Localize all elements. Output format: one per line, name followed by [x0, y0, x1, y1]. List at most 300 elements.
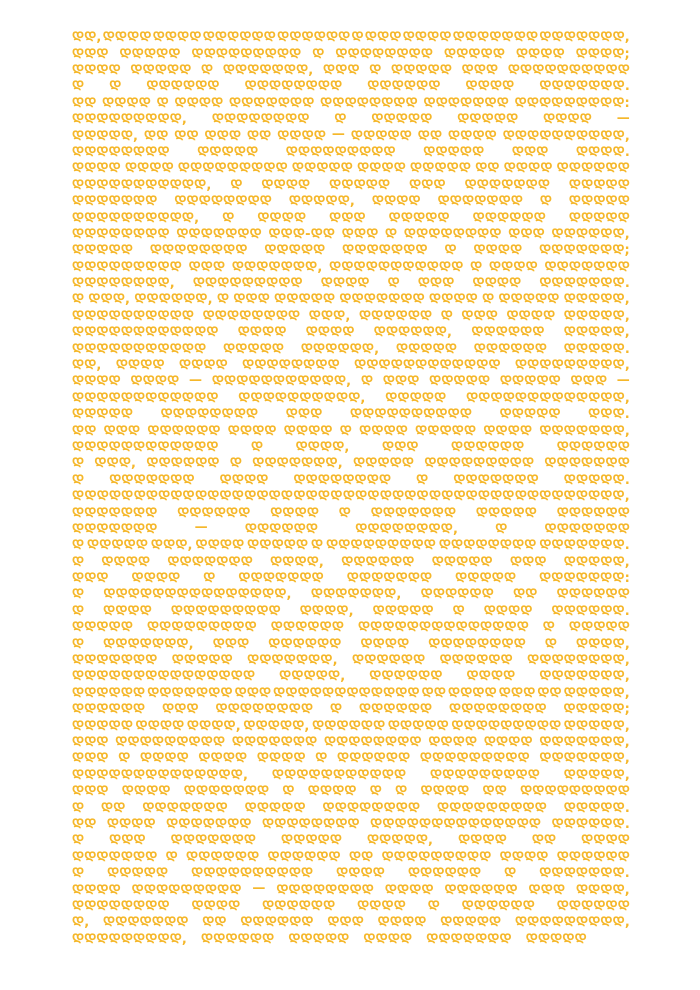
word: ᲓᲓᲓᲓᲓᲓᲓᲓᲓ [115, 735, 226, 750]
word: ᲓᲓᲓᲓᲓᲓᲓᲓᲓᲓᲓᲓ [72, 390, 219, 406]
word: ᲓᲓ [513, 587, 538, 603]
word: ᲓᲓᲓᲓᲓᲓ [240, 915, 314, 931]
word: ᲓᲓᲓᲓᲓᲓᲓᲓᲓ [430, 767, 540, 783]
word: ᲓᲓᲓᲓ, [270, 554, 325, 570]
word: ᲓᲓᲓᲓᲓᲓᲓ [72, 521, 158, 537]
word: ᲓᲓᲓ [72, 46, 109, 62]
word: ᲓᲓᲓ [72, 735, 109, 750]
word: ᲓᲓᲓᲓ [237, 325, 287, 341]
word: ᲓᲓᲓᲓᲓ; [563, 702, 630, 718]
word: ᲓᲓᲓᲓᲓᲓᲓ [544, 259, 630, 275]
word: ᲓᲓᲓᲓᲓᲓᲓ [72, 653, 158, 669]
word: ᲓᲓᲓᲓᲓᲓ [72, 685, 146, 701]
text-line [72, 782, 630, 798]
word: ᲓᲓᲓᲓ [283, 423, 333, 439]
word: ᲓᲓᲓᲓ, [186, 718, 241, 734]
word: ᲓᲓᲓᲓᲓᲓᲓ [544, 456, 630, 472]
word: ᲓᲓᲓᲓ [277, 128, 327, 144]
word: — [616, 110, 630, 126]
word: ᲓᲓᲓᲓ [195, 538, 245, 554]
word: ᲓᲓᲓ [212, 636, 250, 652]
word: Დ [72, 800, 85, 816]
word: ᲓᲓᲓᲓᲓ, [279, 669, 346, 685]
word: ᲓᲓᲓᲓᲓᲓ [262, 898, 336, 914]
word: ᲓᲓᲓᲓᲓᲓ, [551, 226, 630, 242]
word: ᲓᲓᲓᲓᲓᲓᲓᲓᲓᲓᲓᲓ [273, 685, 420, 701]
text-line [72, 487, 630, 503]
word: ᲓᲓ, [72, 358, 102, 374]
word: ᲓᲓᲓᲓᲓᲓᲓᲓ [262, 816, 360, 832]
word: ᲓᲓᲓᲓᲓᲓᲓ [370, 505, 457, 521]
word: ᲓᲓᲓᲓᲓᲓᲓᲓᲓᲓ, [72, 210, 200, 226]
word: — [252, 881, 266, 896]
word: ᲓᲓᲓᲓᲓᲓᲓ [72, 194, 158, 210]
text-line [72, 602, 630, 618]
word: ᲓᲓᲓᲓ [483, 423, 533, 439]
word: ᲓᲓᲓ, [308, 308, 351, 324]
word: ᲓᲓᲓᲓᲓᲓᲓᲓᲓᲓᲓ [271, 767, 407, 783]
word: ᲓᲓᲓ, [88, 292, 131, 308]
word: ᲓᲓᲓᲓᲓᲓ [267, 849, 341, 865]
word: ᲓᲓᲓᲓᲓ, [563, 718, 630, 734]
word: ᲓᲓᲓᲓ [244, 489, 294, 505]
word: ᲓᲓᲓᲓ [320, 276, 370, 292]
word: ᲓᲓᲓᲓᲓᲓᲓ [544, 521, 630, 537]
word: ᲓᲓᲓᲓᲓᲓ [277, 30, 351, 46]
word: ᲓᲓᲓ [409, 177, 446, 193]
word: ᲓᲓᲓᲓᲓᲓᲓᲓ [242, 358, 340, 374]
word: ᲓᲓᲓᲓᲓᲓᲓᲓ [72, 898, 170, 914]
word: ᲓᲓᲓᲓ [506, 308, 556, 324]
word: ᲓᲓᲓᲓᲓᲓᲓᲓᲓᲓ [349, 407, 473, 423]
word: ᲓᲓᲓᲓᲓᲓ [341, 554, 415, 570]
word: ᲓᲓ [202, 915, 227, 931]
word: ᲓᲓᲓᲓᲓ [72, 243, 134, 259]
word: ᲓᲓᲓᲓᲓᲓ [461, 898, 535, 914]
word: ᲓᲓᲓᲓᲓᲓᲓᲓ [293, 472, 392, 488]
text-line [72, 536, 630, 552]
word: ᲓᲓᲓᲓᲓᲓᲓᲓ [322, 800, 421, 816]
word: ᲓᲓᲓ [461, 62, 499, 78]
word: ᲓᲓᲓᲓ [499, 849, 549, 865]
word: ᲓᲓᲓᲓᲓᲓᲓ [176, 226, 262, 242]
text-line [72, 700, 630, 716]
word: ᲓᲓᲓᲓᲓᲓᲓ, [310, 587, 402, 603]
text-line [72, 716, 630, 732]
word: ᲓᲓᲓᲓ [178, 358, 228, 374]
word: ᲓᲓᲓ [508, 226, 545, 242]
word: ᲓᲓᲓᲓ [488, 259, 538, 275]
word: ᲓᲓᲓᲓ [261, 177, 311, 193]
word: Დ [369, 62, 382, 78]
word: ᲓᲓ [417, 128, 443, 144]
word: ᲓᲓᲓᲓ [429, 292, 478, 308]
word: ᲓᲓᲓᲓᲓ [329, 177, 391, 193]
word: ᲓᲓᲓᲓᲓ, [366, 833, 434, 849]
word: ᲓᲓᲓᲓ [121, 784, 171, 800]
word: ᲓᲓᲓᲓᲓᲓᲓᲓᲓ, [514, 915, 630, 931]
word: ᲓᲓᲓᲓᲓ [568, 210, 630, 226]
word: Დ [452, 603, 465, 619]
word: ᲓᲓᲓᲓ [72, 882, 121, 898]
word: ᲓᲓᲓᲓ [357, 898, 406, 914]
word: ᲓᲓᲓᲓᲓ [387, 718, 449, 734]
word: ᲓᲓᲓᲓᲓᲓᲓ [453, 472, 539, 488]
word: ᲓᲓᲓᲓᲓᲓᲓᲓ [160, 407, 259, 423]
word: ᲓᲓᲓᲓᲓᲓᲓ. [539, 866, 630, 882]
word: ᲓᲓᲓᲓᲓ, [563, 292, 630, 308]
word: Დ [495, 521, 508, 537]
word: ᲓᲓᲓᲓᲓᲓᲓᲓᲓᲓ [72, 308, 195, 324]
word: ᲓᲓᲓᲓᲓᲓᲓᲓᲓ [326, 538, 436, 554]
body-text [72, 28, 630, 946]
text-line [72, 274, 630, 290]
word: ᲓᲓ [246, 128, 272, 144]
word: ᲓᲓᲓ [528, 882, 566, 898]
word: ᲓᲓᲓᲓ [503, 161, 553, 177]
word: ᲓᲓᲓᲓᲓᲓ [556, 161, 630, 177]
word: ᲓᲓᲓᲓᲓᲓᲓ [229, 95, 315, 111]
word: ᲓᲓᲓᲓ [515, 46, 565, 62]
word: Დ [109, 79, 122, 95]
word: ᲓᲓᲓᲓᲓ, [288, 194, 356, 210]
word: Დ [387, 276, 400, 292]
text-line [72, 815, 630, 831]
word: ᲓᲓᲓᲓᲓ [388, 210, 450, 226]
word: ᲓᲓᲓᲓᲓᲓᲓ [339, 292, 425, 308]
word: ᲓᲓᲓᲓᲓᲓᲓᲓ, [72, 276, 175, 292]
word: ᲓᲓᲓᲓᲓ [72, 407, 134, 423]
word: ᲓᲓᲓᲓᲓᲓᲓᲓᲓ [170, 603, 281, 619]
word: Დ [222, 210, 235, 226]
text-line [72, 421, 630, 437]
word: ᲓᲓᲓᲓ [377, 915, 427, 931]
word: ᲓᲓᲓᲓᲓ, [563, 308, 630, 324]
word: ᲓᲓᲓᲓᲓ, [72, 128, 139, 144]
word: ᲓᲓᲓᲓᲓᲓᲓᲓ [211, 112, 310, 128]
text-line [72, 733, 630, 749]
text-line [72, 389, 630, 405]
word: Დ [72, 603, 85, 619]
word: ᲓᲓᲓᲓᲓᲓ [186, 849, 260, 865]
text-line [72, 159, 630, 175]
word: ᲓᲓᲓᲓᲓᲓᲓᲓ [335, 46, 434, 62]
text-line [72, 798, 630, 814]
word: ᲓᲓᲓᲓᲓᲓᲓ, [539, 751, 630, 767]
word: ᲓᲓᲓᲓᲓᲓ [472, 210, 546, 226]
word: ᲓᲓᲓᲓᲓᲓᲓ. [539, 538, 630, 554]
word: ᲓᲓᲓᲓᲓᲓᲓ [238, 571, 324, 587]
word: ᲓᲓᲓᲓᲓᲓᲓ [426, 931, 512, 947]
word: ᲓᲓᲓ [204, 128, 242, 144]
word: ᲓᲓᲓᲓᲓᲓ [202, 30, 276, 46]
word: ᲓᲓᲓᲓᲓᲓᲓ [72, 849, 158, 865]
word: ᲓᲓᲓᲓᲓᲓ [146, 79, 220, 95]
text-line [72, 28, 630, 44]
word: ᲓᲓᲓᲓ [360, 636, 410, 652]
word: Დ [360, 374, 374, 390]
word: ᲓᲓᲓᲓᲓᲓ [439, 653, 513, 669]
word: ᲓᲓᲓᲓ [359, 423, 408, 439]
word: ᲓᲓᲓᲓᲓᲓᲓᲓᲓ [437, 800, 547, 816]
text-line [72, 225, 630, 241]
word: ᲓᲓᲓᲓ [428, 735, 478, 750]
word: ᲓᲓ [101, 800, 126, 816]
word: ᲓᲓᲓᲓ [483, 603, 533, 619]
word: ᲓᲓᲓᲓ [102, 95, 151, 111]
word: ᲓᲓᲓᲓᲓ, [563, 767, 630, 783]
word: ᲓᲓᲓᲓᲓᲓᲓ, [539, 735, 630, 750]
word: ᲓᲓᲓᲓᲓᲓ [367, 79, 441, 95]
word: ᲓᲓᲓ [329, 210, 366, 226]
word: ᲓᲓᲓᲓᲓ [444, 46, 506, 62]
word: ᲓᲓᲓᲓ [195, 489, 244, 505]
word: ᲓᲓᲓᲓᲓᲓᲓᲓ [323, 735, 422, 750]
word: ᲓᲓᲓ [511, 144, 549, 160]
word: Დ [72, 489, 85, 505]
word: ᲓᲓᲓ [341, 226, 379, 242]
word: ᲓᲓ [72, 95, 97, 111]
word: ᲓᲓᲓᲓᲓᲓᲓᲓᲓᲓᲓ [329, 259, 464, 275]
word: ᲓᲓᲓᲓᲓᲓ [556, 898, 630, 914]
word: ᲓᲓᲓᲓᲓᲓᲓ [429, 489, 515, 505]
word: Დ [165, 849, 178, 865]
word: ᲓᲓᲓᲓᲓ. [563, 472, 630, 488]
word: ᲓᲓ [482, 784, 507, 800]
word: ᲓᲓ [144, 128, 169, 144]
word: ᲓᲓᲓᲓᲓᲓᲓ [147, 685, 233, 701]
word: ᲓᲓᲓ [509, 554, 547, 570]
word: ᲓᲓᲓᲓᲓ [499, 407, 561, 423]
word: Დ [482, 292, 495, 308]
text-line [72, 176, 630, 192]
word: ᲓᲓᲓᲓᲓᲓᲓ, [252, 456, 343, 472]
word: ᲓᲓᲓᲓ [130, 374, 180, 390]
word: ᲓᲓ [72, 423, 97, 439]
word: ᲓᲓᲓᲓᲓ [264, 243, 326, 259]
word: ᲓᲓᲓᲓ [472, 276, 522, 292]
word: ᲓᲓᲓᲓᲓ. [563, 800, 630, 816]
word: ᲓᲓᲓᲓᲓ [372, 603, 434, 619]
word: ᲓᲓᲓᲓᲓᲓᲓ [170, 833, 257, 849]
text-line [72, 208, 630, 224]
word: Დ, [72, 915, 90, 931]
text-line [72, 684, 630, 700]
word: ᲓᲓ [72, 816, 97, 832]
word: ᲓᲓᲓᲓᲓᲓ [444, 882, 518, 898]
word: ᲓᲓᲓ, [94, 456, 137, 472]
text-line [72, 339, 630, 355]
word: ᲓᲓᲓᲓᲓᲓᲓ [183, 784, 270, 800]
word: ᲓᲓᲓ [323, 62, 360, 78]
word: Დ [250, 439, 264, 455]
word: ᲓᲓᲓᲓ [307, 784, 357, 800]
word: ᲓᲓᲓᲓᲓᲓ [270, 620, 345, 636]
text-line [72, 44, 630, 60]
word: ᲓᲓᲓᲓᲓᲓ [556, 505, 630, 521]
word: ᲓᲓᲓᲓᲓᲓ [72, 702, 146, 718]
word: ᲓᲓᲓᲓᲓ [410, 161, 472, 177]
word: ᲓᲓᲓᲓᲓ [525, 931, 587, 947]
word: ᲓᲓᲓᲓᲓᲓᲓᲓᲓ, [514, 358, 630, 374]
word: Დ [369, 784, 382, 800]
word: ᲓᲓᲓᲓᲓᲓᲓᲓᲓ [381, 849, 492, 865]
word: ᲓᲓᲓᲓᲓᲓᲓᲓᲓ [131, 882, 242, 898]
word: ᲓᲓᲓ-ᲓᲓ [268, 226, 336, 242]
word: ᲓᲓᲓᲓᲓ [371, 112, 433, 128]
text-line [72, 192, 630, 208]
word: ᲓᲓᲓᲓᲓᲓᲓᲓ [149, 243, 248, 259]
word: Დ [72, 292, 85, 308]
word: ᲓᲓᲓᲓᲓ [87, 538, 149, 554]
word: ᲓᲓᲓᲓ [384, 882, 434, 898]
word: ᲓᲓᲓᲓᲓᲓᲓᲓᲓ [451, 718, 562, 734]
word: ᲓᲓᲓᲓᲓᲓᲓ [464, 177, 551, 193]
word: ᲓᲓᲓ [72, 571, 109, 587]
word: Დ [470, 259, 483, 275]
text-line [72, 749, 630, 765]
word: ᲓᲓᲓᲓᲓᲓ [244, 521, 319, 537]
word: ᲓᲓᲓᲓ [379, 489, 429, 505]
word: ᲓᲓᲓᲓᲓᲓ [312, 718, 386, 734]
word: Დ [312, 46, 325, 62]
word: ᲓᲓᲓᲓᲓ [429, 374, 491, 390]
word: ᲓᲓᲓᲓ [103, 603, 152, 619]
word: ᲓᲓ [475, 161, 500, 177]
word: ᲓᲓᲓᲓᲓᲓ [358, 308, 433, 324]
word: Დ [230, 177, 243, 193]
word: ᲓᲓᲓᲓᲓᲓ [177, 505, 251, 521]
word: Დ [539, 194, 553, 210]
word: ᲓᲓᲓᲓᲓ [107, 866, 169, 882]
word: ᲓᲓᲓᲓᲓᲓᲓ, [231, 259, 323, 275]
text-line [72, 372, 630, 388]
text-line [72, 323, 630, 339]
word: ᲓᲓᲓᲓ [72, 161, 121, 177]
word: ᲓᲓᲓᲓ [581, 833, 630, 849]
word: ᲓᲓᲓᲓ [466, 669, 516, 685]
word: ᲓᲓᲓ [461, 308, 499, 324]
word: Დ [72, 456, 85, 472]
word: ᲓᲓᲓ [293, 489, 331, 505]
word: ᲓᲓᲓᲓ, [299, 603, 354, 619]
word: ᲓᲓᲓᲓ [473, 243, 523, 259]
word: ᲓᲓᲓᲓᲓ [475, 505, 537, 521]
word: ᲓᲓ [537, 685, 562, 701]
word: ᲓᲓᲓᲓᲓᲓᲓᲓᲓ [72, 259, 182, 275]
word: ᲓᲓᲓᲓᲓᲓ [358, 702, 433, 718]
word: ᲓᲓᲓᲓᲓ [395, 341, 458, 357]
word: ᲓᲓᲓᲓᲓ [197, 144, 259, 160]
word: ᲓᲓᲓ [417, 276, 455, 292]
text-line [72, 356, 630, 372]
word: ᲓᲓᲓᲓᲓᲓᲓᲓᲓᲓᲓ, [72, 177, 212, 193]
word: ᲓᲓᲓᲓᲓᲓᲓᲓ [320, 95, 418, 111]
word: ᲓᲓᲓᲓᲓᲓᲓ, [539, 423, 630, 439]
word: ᲓᲓᲓᲓᲓᲓᲓᲓ [72, 226, 170, 242]
word: Დ [203, 571, 216, 587]
word: ᲓᲓᲓᲓᲓᲓᲓᲓᲓ, [72, 112, 188, 128]
word: Დ [339, 423, 352, 439]
word: ᲓᲓᲓ [285, 407, 323, 423]
word: Დ [330, 489, 343, 505]
word: ᲓᲓᲓᲓᲓᲓᲓ, [539, 30, 630, 46]
word: ᲓᲓᲓᲓᲓ [440, 915, 502, 931]
text-line [72, 651, 630, 667]
word: ᲓᲓᲓᲓᲓᲓᲓ, [222, 62, 314, 78]
word: ᲓᲓᲓᲓᲓ [457, 112, 519, 128]
word: ᲓᲓᲓᲓᲓ [498, 292, 560, 308]
word: ᲓᲓᲓᲓᲓ, [243, 718, 310, 734]
word: ᲓᲓᲓᲓᲓ [223, 341, 285, 357]
word: ᲓᲓᲓᲓ [305, 325, 355, 341]
word: ᲓᲓᲓᲓᲓ, [563, 325, 630, 341]
word: ᲓᲓᲓᲓᲓᲓᲓ: [539, 571, 630, 587]
text-line [72, 864, 630, 880]
word: Დ [72, 79, 85, 95]
word: ᲓᲓᲓᲓ [336, 866, 386, 882]
text-line [72, 585, 630, 601]
word: ᲓᲓᲓᲓ [106, 816, 156, 832]
word: ᲓᲓᲓᲓᲓᲓᲓᲓᲓ [424, 456, 535, 472]
word: ᲓᲓᲓᲓᲓᲓᲓᲓᲓᲓ [191, 866, 314, 882]
word: Დ [338, 505, 351, 521]
text-line [72, 929, 630, 945]
word: ᲓᲓᲓᲓᲓᲓ [420, 587, 494, 603]
word: ᲓᲓᲓᲓᲓᲓᲓᲓᲓᲓᲓᲓᲓᲓ [357, 620, 529, 636]
word: ᲓᲓᲓᲓ [174, 95, 224, 111]
text-line [72, 126, 630, 142]
word: ᲓᲓᲓᲓᲓᲓ. [551, 816, 630, 832]
word: ᲓᲓᲓᲓᲓᲓᲓᲓ, [355, 521, 459, 537]
word: ᲓᲓᲓᲓᲓᲓᲓᲓᲓᲓᲓ [72, 341, 207, 357]
word: ᲓᲓᲓᲓᲓᲓ, [373, 325, 453, 341]
word: ᲓᲓ [421, 685, 447, 701]
word: Დ [282, 784, 295, 800]
word: ᲓᲓᲓᲓ [135, 718, 185, 734]
text-line [72, 897, 630, 913]
word: ᲓᲓᲓᲓᲓ [415, 423, 477, 439]
word: — [194, 520, 208, 536]
word: ᲓᲓᲓ. [588, 407, 630, 423]
word: ᲓᲓᲓᲓᲓᲓ [471, 325, 545, 341]
word: ᲓᲓ [174, 128, 199, 144]
word: ᲓᲓᲓ [382, 374, 420, 390]
word: ᲓᲓᲓᲓᲓᲓ [352, 653, 426, 669]
word: ᲓᲓᲓᲓ [219, 472, 269, 488]
word: ᲓᲓᲓᲓ [543, 112, 592, 128]
word: ᲓᲓᲓᲓᲓᲓᲓᲓᲓᲓᲓᲓ [354, 358, 501, 374]
word: ᲓᲓᲓᲓᲓᲓᲓ [167, 554, 253, 570]
word: ᲓᲓᲓ, [150, 538, 193, 554]
word: ᲓᲓᲓᲓᲓᲓ [407, 866, 482, 882]
word: ᲓᲓᲓᲓᲓᲓᲓ; [539, 243, 630, 259]
word: ᲓᲓᲓᲓᲓᲓᲓᲓᲓ [177, 161, 288, 177]
word: Დ [72, 866, 85, 882]
word: ᲓᲓᲓᲓᲓ [291, 161, 353, 177]
word: ᲓᲓᲓᲓᲓᲓᲓ [103, 915, 189, 931]
word: ᲓᲓᲓᲓᲓᲓ [337, 751, 411, 767]
word: ᲓᲓᲓᲓᲓᲓᲓ [342, 243, 428, 259]
word: ᲓᲓᲓᲓᲓᲓᲓᲓᲓᲓ [507, 62, 630, 78]
word: ᲓᲓᲓᲓᲓ [72, 718, 134, 734]
word: ᲓᲓᲓᲓ, [576, 636, 630, 652]
word: ᲓᲓᲓᲓᲓᲓᲓ [452, 30, 539, 46]
word: Დ [229, 456, 243, 472]
word: ᲓᲓᲓᲓ [101, 554, 151, 570]
word: ᲓᲓᲓᲓ [115, 358, 165, 374]
word: ᲓᲓᲓᲓᲓ [353, 456, 415, 472]
